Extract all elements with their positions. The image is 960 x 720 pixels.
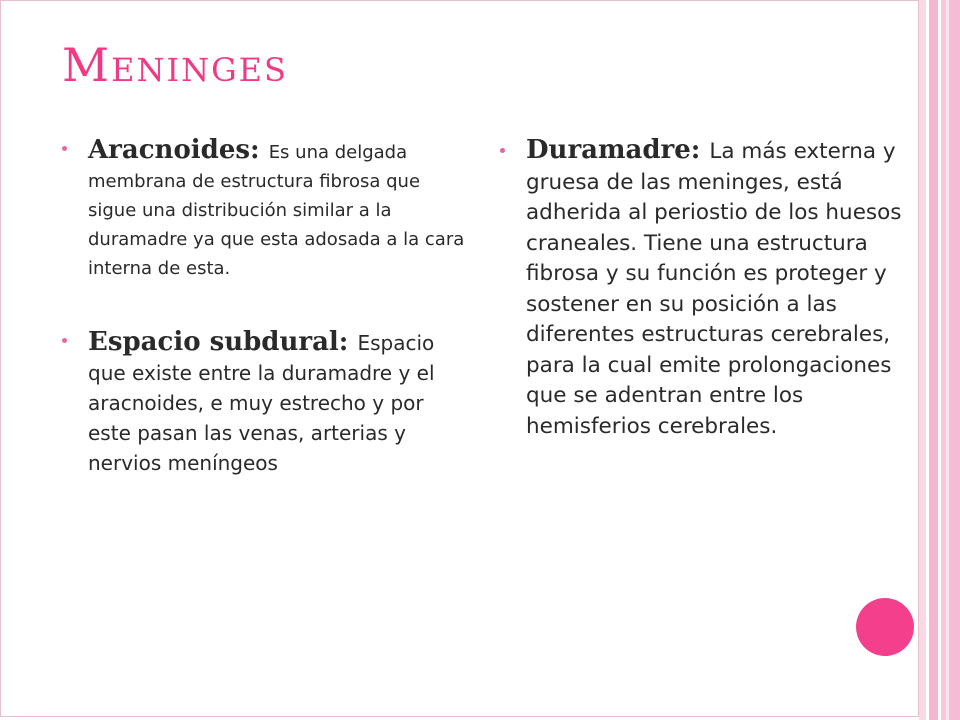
bullet-icon	[62, 146, 67, 151]
decorative-stripes	[919, 0, 960, 720]
decorative-circle	[856, 598, 914, 656]
term-aracnoides: Aracnoides:	[88, 135, 269, 165]
left-column	[62, 135, 472, 478]
bullet-icon	[62, 338, 67, 343]
list-item-espacio-subdural	[62, 327, 472, 478]
right-column	[500, 135, 905, 442]
term-espacio-subdural: Espacio subdural:	[88, 327, 358, 357]
slide-title: Meninges	[62, 38, 288, 92]
list-item-duramadre	[500, 135, 905, 442]
bullet-icon	[500, 148, 505, 153]
list-item-aracnoides	[62, 135, 472, 283]
definition-aracnoides: Es una delgada membrana de estructura fibrosa que sigue una distribución similar a la duramadre ya que esta adosada a la cara interna de esta.	[88, 142, 465, 279]
definition-espacio-subdural: Espacio que existe entre la duramadre y el aracnoides, e muy estrecho y por este pasan las venas, arterias y nervios meníngeos	[88, 331, 435, 475]
term-duramadre: Duramadre:	[526, 135, 710, 165]
definition-duramadre: La más externa y gruesa de las meninges, está adherida al periostio de los huesos craneales. Tiene una estructura fibrosa y su función es proteger y sostener en su posición a las diferentes estructuras cerebrales, para la cual emite prolongaciones que se adentran entre los hemisferios cerebrales.	[526, 139, 902, 439]
